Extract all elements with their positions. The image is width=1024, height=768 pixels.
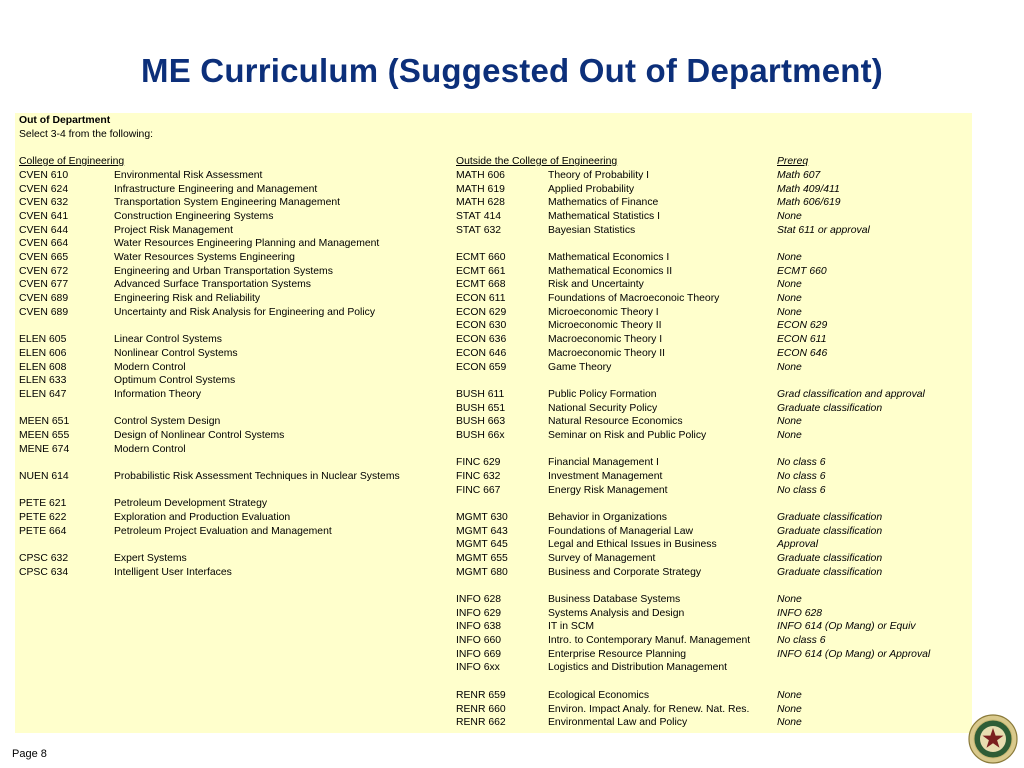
outside-course-title: Survey of Management [548,553,656,565]
table-row [15,456,972,470]
table-row [15,292,972,306]
outside-course-title: Financial Management I [548,457,659,469]
table-row [15,265,972,279]
prereq: Graduate classification [777,512,883,523]
outside-course-title: Investment Management [548,470,663,482]
prereq: None [777,306,802,318]
course-code: PETE 621 [19,498,67,510]
table-row [15,538,972,552]
prereq: No class 6 [777,457,826,469]
course-title: Exploration and Production Evaluation [114,512,291,523]
outside-course-code: ECON 630 [456,320,507,332]
outside-course-title: Business and Corporate Strategy [548,566,702,578]
outside-course-title: Natural Resource Economics [548,416,683,428]
table-row [15,224,972,238]
outside-course-title: Business Database Systems [548,594,681,606]
table-row [15,634,972,648]
course-code: MEEN 655 [19,429,70,441]
outside-course-code: BUSH 663 [456,416,506,428]
outside-course-title: Behavior in Organizations [548,512,667,523]
outside-course-code: FINC 667 [456,484,501,496]
table-row [15,319,972,333]
course-code: CVEN 632 [19,197,69,209]
course-code: CVEN 689 [19,293,69,305]
prereq: ECON 629 [777,320,828,332]
course-code: CVEN 689 [19,306,69,318]
curriculum-panel [15,113,972,733]
table-row [15,716,972,730]
table-row [15,347,972,361]
course-code: PETE 664 [19,525,67,537]
prereq: Approval [777,539,819,551]
outside-course-code: ECON 611 [456,293,506,305]
outside-course-title: Game Theory [548,361,612,373]
outside-course-code: FINC 629 [456,457,501,469]
table-row [15,648,972,662]
course-code: NUEN 614 [19,470,69,482]
prereq: Stat 611 or approval [777,224,870,236]
course-title: Water Resources Engineering Planning and Management [114,238,380,250]
course-title: Optimum Control Systems [114,375,236,387]
outside-course-code: STAT 632 [456,224,502,236]
prereq: None [777,293,802,305]
table-row [15,183,972,197]
prereq: None [777,429,802,441]
course-code: CPSC 634 [19,566,69,578]
course-title: Probabilistic Risk Assessment Techniques in Nuclear Systems [114,470,400,482]
instruction-row [15,128,972,142]
outside-course-title: Foundations of Macroeconoic Theory [548,293,720,305]
prereq: ECMT 660 [777,265,827,277]
outside-course-code: ECMT 661 [456,265,506,277]
course-title: Construction Engineering Systems [114,211,274,223]
outside-course-code: MGMT 630 [456,512,508,523]
prereq: Math 409/411 [777,183,840,195]
outside-course-title: Ecological Economics [548,689,650,701]
course-title: Modern Control [114,361,186,373]
outside-course-title: Environ. Impact Analy. for Renew. Nat. Res. [548,703,750,715]
university-seal-icon [968,714,1018,764]
prereq: None [777,594,802,606]
college-of-engineering-header: College of Engineering [19,156,125,167]
prereq: None [777,416,802,428]
table-row [15,210,972,224]
outside-course-title: Macroeconomic Theory I [548,334,663,346]
table-row [15,484,972,498]
course-title: Linear Control Systems [114,334,222,346]
course-title: Engineering and Urban Transportation Systems [114,265,333,277]
outside-course-title: Seminar on Risk and Public Policy [548,429,707,441]
course-code: CVEN 664 [19,238,69,250]
prereq: None [777,689,802,701]
outside-course-title: Microeconomic Theory II [548,320,662,332]
outside-course-title: Public Policy Formation [548,388,657,400]
column-header-row [15,155,972,169]
prereq: Graduate classification [777,525,883,537]
course-code: CVEN 677 [19,279,69,291]
table-row [15,443,972,457]
table-row [15,497,972,511]
prereq: No class 6 [777,484,826,496]
outside-course-code: MGMT 645 [456,539,508,551]
outside-course-title: Legal and Ethical Issues in Business [548,539,717,551]
outside-course-code: MGMT 680 [456,566,508,578]
outside-course-title: Microeconomic Theory I [548,306,659,318]
outside-course-code: INFO 628 [456,594,502,606]
prereq: INFO 614 (Op Mang) or Approval [777,648,931,660]
table-row [15,511,972,525]
course-code: ELEN 606 [19,347,67,359]
table-row [15,703,972,717]
course-title: Modern Control [114,443,186,455]
outside-course-code: RENR 660 [456,703,506,715]
prereq: Math 607 [777,170,821,181]
outside-course-title: IT in SCM [548,621,594,633]
prereq: INFO 628 [777,607,823,619]
course-code: ELEN 605 [19,334,67,346]
outside-course-code: BUSH 66x [456,429,505,441]
heading-row [15,114,972,128]
course-title: Advanced Surface Transportation Systems [114,279,311,291]
table-row [15,415,972,429]
outside-course-code: RENR 659 [456,689,506,701]
course-title: Petroleum Project Evaluation and Management [114,525,332,537]
prereq: Graduate classification [777,553,883,565]
course-code: MENE 674 [19,443,70,455]
course-code: MEEN 651 [19,416,70,428]
table-row [15,579,972,593]
prereq: No class 6 [777,635,826,647]
outside-course-title: Enterprise Resource Planning [548,648,687,660]
prereq: ECON 611 [777,334,827,346]
prereq: Graduate classification [777,566,883,578]
course-title: Control System Design [114,416,221,428]
prereq: None [777,279,802,291]
outside-course-title: Bayesian Statistics [548,224,636,236]
outside-course-code: MATH 628 [456,197,505,209]
outside-course-code: INFO 660 [456,635,502,647]
outside-course-title: Mathematics of Finance [548,197,659,209]
course-title: Infrastructure Engineering and Management [114,183,318,195]
outside-course-title: Energy Risk Management [548,484,668,496]
outside-course-code: BUSH 651 [456,402,506,414]
table-row [15,237,972,251]
prereq: None [777,211,802,223]
outside-course-code: MGMT 643 [456,525,508,537]
section-heading: Out of Department [19,115,111,126]
course-title: Uncertainty and Risk Analysis for Engineering and Policy [114,306,376,318]
outside-course-code: INFO 629 [456,607,502,619]
outside-course-code: MATH 606 [456,170,505,181]
table-row [15,525,972,539]
course-code: CVEN 665 [19,252,69,264]
course-code: CPSC 632 [19,553,69,565]
prereq: Graduate classification [777,402,883,414]
outside-course-code: INFO 669 [456,648,502,660]
course-title: Engineering Risk and Reliability [114,293,261,305]
prereq: None [777,717,802,729]
prereq: Grad classification and approval [777,388,925,400]
outside-course-code: MGMT 655 [456,553,508,565]
course-code: PETE 622 [19,512,67,523]
outside-course-title: Macroeconomic Theory II [548,347,666,359]
outside-course-code: BUSH 611 [456,388,505,400]
table-row [15,388,972,402]
table-row [15,306,972,320]
table-row [15,470,972,484]
outside-course-code: ECMT 668 [456,279,506,291]
course-code: CVEN 610 [19,170,69,181]
table-row [15,620,972,634]
prereq: No class 6 [777,470,826,482]
outside-course-code: STAT 414 [456,211,502,223]
course-title: Intelligent User Interfaces [114,566,232,578]
outside-course-code: MATH 619 [456,183,505,195]
table-row [15,552,972,566]
prereq: None [777,361,802,373]
table-row [15,361,972,375]
table-row [15,374,972,388]
table-row [15,607,972,621]
course-title: Expert Systems [114,553,187,565]
course-title: Project Risk Management [114,224,233,236]
table-row [15,661,972,675]
table-row [15,169,972,183]
course-code: ELEN 647 [19,388,67,400]
prereq: None [777,252,802,264]
outside-course-code: ECON 629 [456,306,507,318]
outside-course-code: INFO 638 [456,621,502,633]
table-row [15,196,972,210]
table-row [15,689,972,703]
course-code: ELEN 608 [19,361,67,373]
course-title: Environmental Risk Assessment [114,170,263,181]
table-row [15,333,972,347]
table-row [15,429,972,443]
prereq: None [777,703,802,715]
course-title: Nonlinear Control Systems [114,347,238,359]
course-title: Water Resources Systems Engineering [114,252,295,264]
outside-course-title: Mathematical Economics I [548,252,670,264]
prereq: INFO 614 (Op Mang) or Equiv [777,621,916,633]
course-code: CVEN 644 [19,224,69,236]
outside-course-title: Mathematical Economics II [548,265,673,277]
course-code: CVEN 624 [19,183,69,195]
course-title: Design of Nonlinear Control Systems [114,429,285,441]
course-code: ELEN 633 [19,375,67,387]
course-title: Transportation System Engineering Management [114,197,341,209]
table-row [15,675,972,689]
outside-course-title: Risk and Uncertainty [548,279,644,291]
slide-title: ME Curriculum (Suggested Out of Department) [141,52,883,89]
outside-course-code: ECMT 660 [456,252,506,264]
outside-course-title: Systems Analysis and Design [548,607,685,619]
outside-course-title: National Security Policy [548,402,658,414]
outside-course-title: Applied Probability [548,183,635,195]
outside-course-title: Mathematical Statistics I [548,211,661,223]
outside-course-title: Logistics and Distribution Management [548,662,728,674]
table-row [15,566,972,580]
course-code: CVEN 672 [19,265,69,277]
course-code: CVEN 641 [19,211,69,223]
prereq: ECON 646 [777,347,828,359]
table-row [15,593,972,607]
outside-course-title: Theory of Probability I [548,170,650,181]
outside-college-header: Outside the College of Engineering [456,156,618,167]
table-row [15,278,972,292]
outside-course-title: Foundations of Managerial Law [548,525,693,537]
prereq-header: Prereq [777,156,809,167]
prereq: Math 606/619 [777,197,841,209]
outside-course-code: ECON 636 [456,334,507,346]
table-row [15,251,972,265]
course-title: Information Theory [114,388,202,400]
course-title: Petroleum Development Strategy [114,498,268,510]
outside-course-title: Intro. to Contemporary Manuf. Management [548,635,751,647]
outside-course-code: ECON 659 [456,361,507,373]
outside-course-code: FINC 632 [456,470,501,482]
instruction-text: Select 3-4 from the following: [19,129,153,140]
outside-course-title: Environmental Law and Policy [548,717,688,729]
outside-course-code: ECON 646 [456,347,507,359]
outside-course-code: INFO 6xx [456,662,500,674]
outside-course-code: RENR 662 [456,717,506,729]
table-row [15,402,972,416]
page-number: Page 8 [12,748,47,760]
